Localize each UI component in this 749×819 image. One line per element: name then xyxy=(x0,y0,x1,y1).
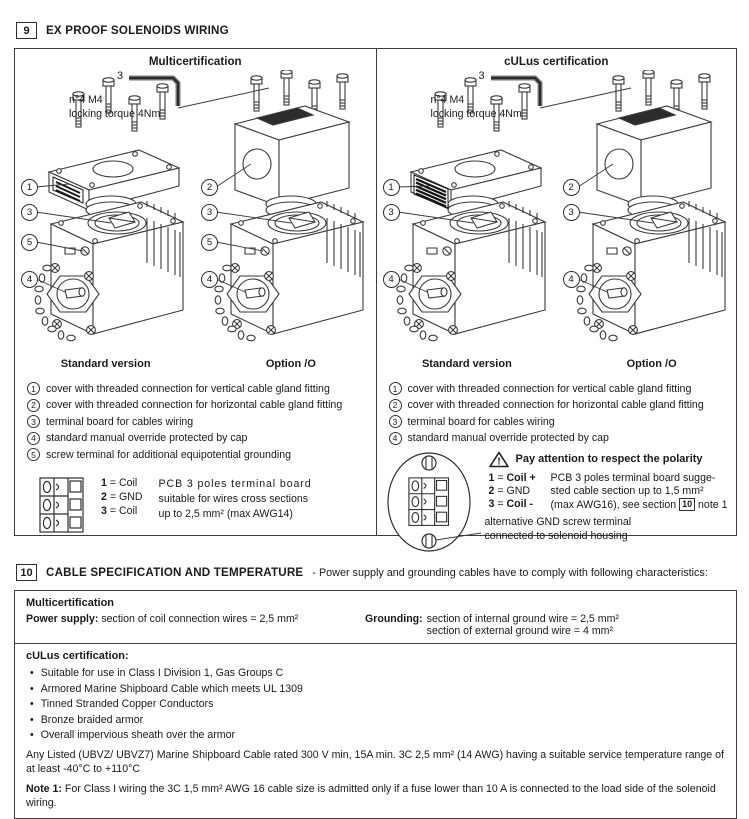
legend-item xyxy=(27,382,376,395)
legend-number: 1 xyxy=(27,382,40,395)
legend-item xyxy=(389,382,737,395)
assembly-standard-version xyxy=(21,70,191,358)
version-labels xyxy=(15,358,376,374)
legend-item xyxy=(27,399,376,412)
polarity-note xyxy=(385,449,737,555)
screws-callout-number: 3 xyxy=(117,70,124,82)
note-1-text: For Class I wiring the 3C 1,5 mm² AWG 16 cable size is admitted only if a fuse lower than 10 A is connected to the load side of the solenoid wiring. xyxy=(26,783,716,810)
legend-text: terminal board for cables wiring xyxy=(407,415,555,428)
bullet-icon: • xyxy=(30,713,34,726)
bullet-item: • Overall impervious sheath over the armor xyxy=(30,729,236,742)
section-title: CABLE SPECIFICATION AND TEMPERATURE xyxy=(46,566,304,579)
bullet-icon: • xyxy=(30,682,34,695)
legend-item xyxy=(389,432,737,445)
bullet-item: • Tinned Stranded Copper Conductors xyxy=(30,698,214,711)
legend-text: standard manual override protected by cap xyxy=(46,432,248,444)
solenoid-standard-drawing xyxy=(21,70,191,358)
legend-item xyxy=(27,432,376,445)
spec-heading: Multicertification xyxy=(26,597,115,609)
legend-text: cover with threaded connection for vertical cable gland fitting xyxy=(46,382,330,395)
bullet-item: • Suitable for use in Class I Division 1, Gas Groups C xyxy=(30,667,284,680)
culus-bullet-list xyxy=(30,667,725,743)
pin-row: 1 = Coil xyxy=(101,477,138,489)
legend-item xyxy=(389,415,737,428)
callout-5: 5 xyxy=(201,234,218,251)
power-supply-spec xyxy=(26,613,365,637)
terminal-board-note xyxy=(39,477,376,534)
solenoid-option-o-drawing xyxy=(563,70,733,358)
grounding-label: Grounding: xyxy=(365,613,423,625)
legend-item xyxy=(27,448,376,461)
polarity-warning-title: Pay attention to respect the polarity xyxy=(515,453,703,465)
screws-callout-number: 3 xyxy=(478,70,485,82)
bullet-item: • Armored Marine Shipboard Cable which meets UL 1309 xyxy=(30,682,303,695)
version-labels xyxy=(377,358,737,374)
section-10-reference: 10 xyxy=(679,498,695,511)
callout-3: 3 xyxy=(383,204,400,221)
panel-title: Multicertification xyxy=(148,55,242,68)
pin-assignments xyxy=(101,477,143,517)
callout-2: 2 xyxy=(563,179,580,196)
legend-text: terminal board for cables wiring xyxy=(46,415,194,428)
solenoid-standard-drawing xyxy=(383,70,553,358)
diagram-area xyxy=(377,70,737,358)
callout-2: 2 xyxy=(201,179,218,196)
section-10-header xyxy=(16,564,737,581)
legend-list xyxy=(389,382,737,445)
note-1-label: Note 1: xyxy=(26,783,62,796)
option-o-label: Option /O xyxy=(265,358,316,370)
solenoid-option-o-drawing xyxy=(201,70,371,358)
pin-note: sted cable section up to 1,5 mm² xyxy=(550,484,704,497)
legend-number: 3 xyxy=(389,415,402,428)
legend-number: 4 xyxy=(27,432,40,445)
legend-number: 3 xyxy=(27,415,40,428)
polarity-warning xyxy=(489,451,728,468)
wiring-figure xyxy=(14,48,737,542)
legend-text: standard manual override protected by cap xyxy=(407,432,609,444)
legend-text: screw terminal for additional equipotential grounding xyxy=(46,448,291,461)
multicertification-spec-box xyxy=(14,590,737,645)
section-subtitle: - Power supply and grounding cables have to comply with following characteristics: xyxy=(312,566,708,579)
legend-number: 4 xyxy=(389,432,402,445)
terminal-board-description: PCB 3 poles terminal board suitable for wires cross sections up to 2,5 mm² (max AWG14) xyxy=(158,478,312,520)
section-number-badge: 9 xyxy=(16,22,37,39)
legend-text: cover with threaded connection for horizontal cable gland fitting xyxy=(46,399,343,411)
warning-triangle-icon xyxy=(489,451,509,468)
alternative-gnd-note: alternative GND screw terminal connected to solenoid housing xyxy=(484,515,632,542)
bullet-icon: • xyxy=(30,667,34,680)
legend-item xyxy=(389,399,737,412)
diagram-area xyxy=(15,70,376,358)
bullet-icon: • xyxy=(30,729,34,742)
panel-title: cULus certification xyxy=(504,55,609,68)
callout-4: 4 xyxy=(201,271,218,288)
legend-list xyxy=(27,382,376,461)
culus-spec-box xyxy=(14,643,737,819)
pin-note: (max AWG16), see section 10 note 1 xyxy=(550,498,728,511)
callout-4: 4 xyxy=(383,271,400,288)
legend-number: 2 xyxy=(389,399,402,412)
cable-rating-paragraph: Any Listed (UBVZ/ UBVZ7) Marine Shipboard Cable rated 300 V min, 15A min. 3C 2,5 mm² (14 AWG) having a suitable service temperature range of at least -40°C to +110°C xyxy=(26,749,724,776)
panel-culus-certification xyxy=(376,49,737,542)
assembly-option-o xyxy=(201,70,371,358)
callout-1: 1 xyxy=(383,179,400,196)
terminal-board-icon xyxy=(39,477,85,534)
legend-item xyxy=(27,415,376,428)
assembly-option-o xyxy=(563,70,733,358)
legend-number: 2 xyxy=(27,399,40,412)
legend-number: 5 xyxy=(27,448,40,461)
standard-version-label: Standard version xyxy=(421,358,512,370)
pin-row: 3 = Coil - xyxy=(488,497,533,510)
section-number-badge: 10 xyxy=(16,564,37,581)
pin-row: 3 = Coil xyxy=(101,505,138,517)
pin-row: 1 = Coil + xyxy=(488,471,536,484)
pin-row: 2 = GND xyxy=(101,491,143,503)
polarity-detail-icon xyxy=(385,449,481,555)
svg-text:!: ! xyxy=(496,456,501,468)
legend-text: cover with threaded connection for vertical cable gland fitting xyxy=(407,382,692,395)
legend-text: cover with threaded connection for horizontal cable gland fitting xyxy=(407,399,704,411)
callout-3: 3 xyxy=(201,204,218,221)
section-title: EX PROOF SOLENOIDS WIRING xyxy=(46,24,229,37)
screws-torque-note: n°4 M4 locking torque 4Nm xyxy=(69,94,161,121)
polarity-pin-table xyxy=(489,472,728,511)
callout-3: 3 xyxy=(21,204,38,221)
power-supply-label: Power supply: xyxy=(26,613,99,625)
callout-3: 3 xyxy=(563,204,580,221)
callout-4: 4 xyxy=(563,271,580,288)
pin-row: 2 = GND xyxy=(488,484,531,497)
grounding-values: section of internal ground wire = 2,5 mm² section of external ground wire = 4 mm² xyxy=(426,613,619,637)
power-supply-value: section of coil connection wires = 2,5 mm² xyxy=(101,613,299,625)
panel-multicertification xyxy=(15,49,376,535)
callout-5: 5 xyxy=(21,234,38,251)
section-9-header xyxy=(16,22,737,39)
option-o-label: Option /O xyxy=(626,358,677,370)
polarity-text-block xyxy=(484,449,728,544)
callout-1: 1 xyxy=(21,179,38,196)
bullet-icon: • xyxy=(30,698,34,711)
standard-version-label: Standard version xyxy=(60,358,151,370)
pin-note: PCB 3 poles terminal board sugge- xyxy=(550,471,716,484)
note-1-paragraph xyxy=(26,783,725,811)
legend-number: 1 xyxy=(389,382,402,395)
grounding-spec xyxy=(365,613,619,637)
bullet-item: • Bronze braided armor xyxy=(30,713,144,726)
spec-heading: cULus certification: xyxy=(26,650,129,663)
spec-row xyxy=(26,613,725,637)
callout-4: 4 xyxy=(21,271,38,288)
assembly-standard-version xyxy=(383,70,553,358)
screws-torque-note: n°4 M4 locking torque 4Nm xyxy=(430,94,522,121)
